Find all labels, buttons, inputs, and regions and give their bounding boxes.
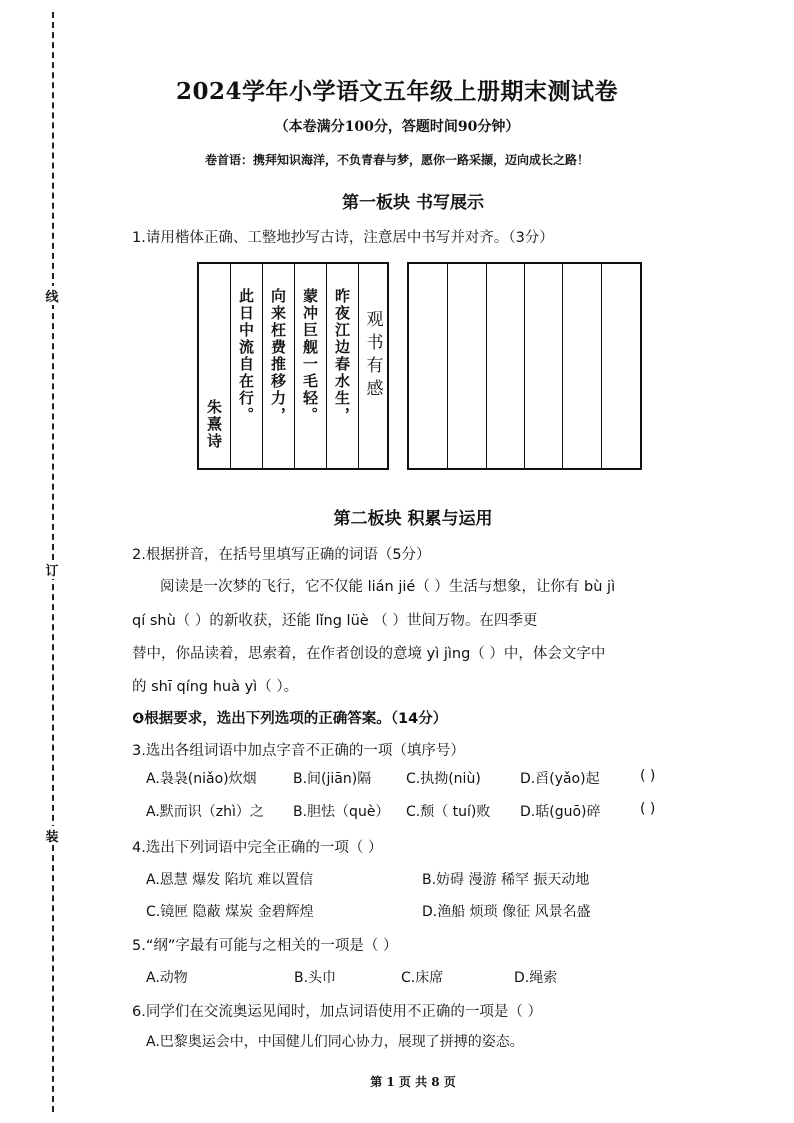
- q5-opt-c: C.床席: [401, 970, 444, 986]
- choice-section-heading: ❹根据要求，选出下列选项的正确答案。（14分）: [132, 711, 448, 727]
- q3-row2-answer-blank[interactable]: ( ): [640, 801, 656, 817]
- question-3: 3.选出各组词语中加点字音不正确的一项（填序号）: [132, 743, 465, 759]
- q3-row2-opt-b: B.胆怯（què）: [293, 804, 390, 820]
- q3-row1-opt-d: D.舀(yǎo)起: [520, 771, 600, 787]
- question-2-line-3: 替中，你品读着，思索着，在作者创设的意境 yì jìng（ ）中，体会文字中: [132, 646, 606, 662]
- section-heading-2: 第二板块 积累与运用: [333, 509, 493, 529]
- binding-char-zhuang: 装: [43, 826, 61, 845]
- poem-grid: [197, 262, 389, 470]
- question-2-line-2: qí shù（ ）的新收获，还能 lǐng lüè （ ）世间万物。在四季更: [132, 613, 538, 629]
- poem-title: 观书有感: [362, 310, 383, 402]
- question-1: 1.请用楷体正确、工整地抄写古诗，注意居中书写并对齐。（3分）: [132, 230, 554, 246]
- writing-column-divider: [601, 264, 602, 468]
- poem-line-column: [231, 264, 263, 468]
- page-number: 第 1 页 共 8 页: [370, 1075, 456, 1089]
- q6-opt-a: A.巴黎奥运会中，中国健儿们同心协力，展现了拼搏的姿态。: [146, 1034, 524, 1050]
- question-5: 5.“纲”字最有可能与之相关的一项是（ ）: [132, 938, 398, 954]
- writing-grid[interactable]: [407, 262, 642, 470]
- exam-title: 2024学年小学语文五年级上册期末测试卷: [175, 78, 618, 105]
- q3-row1-opt-c: C.执拗(niù): [406, 771, 481, 787]
- q4-opt-b: B.妨碍 漫游 稀罕 振天动地: [422, 872, 590, 888]
- q4-opt-d: D.渔船 烦琐 像征 风景名盛: [422, 904, 591, 920]
- q3-row2-opt-d: D.聒(guō)碎: [520, 804, 601, 820]
- q5-opt-d: D.绳索: [514, 970, 558, 986]
- poem-line-column: [295, 264, 327, 468]
- binding-char-xian: 线: [43, 286, 61, 305]
- exam-subtitle: （本卷满分100分，答题时间90分钟）: [274, 119, 520, 135]
- q5-opt-b: B.头巾: [294, 970, 337, 986]
- writing-column-divider: [486, 264, 487, 468]
- writing-column-divider: [447, 264, 448, 468]
- q3-row1-opt-a: A.袅袅(niǎo)炊烟: [146, 771, 257, 787]
- poem-line-column: [327, 264, 359, 468]
- poem-line-2: 蒙冲巨舰一毛轻。: [301, 288, 319, 424]
- exam-motto: 卷首语：携拜知识海洋，不负青春与梦，愿你一路采撷，迈向成长之路！: [204, 153, 589, 167]
- question-2: 2.根据拼音，在括号里填写正确的词语（5分）: [132, 547, 431, 563]
- poem-author-column: [199, 264, 231, 468]
- question-2-line-1: 阅读是一次梦的飞行，它不仅能 lián jié（ ）生活与想象，让你有 bù jì: [160, 579, 616, 595]
- poem-line-1: 昨夜江边春水生，: [333, 288, 351, 424]
- poem-title-column: [359, 264, 387, 468]
- section-heading-1: 第一板块 书写展示: [342, 193, 484, 213]
- poem-line-column: [263, 264, 295, 468]
- poem-line-4: 此日中流自在行。: [237, 288, 255, 424]
- question-2-line-4: 的 shī qíng huà yì（ ）。: [132, 679, 299, 695]
- q3-row1-opt-b: B.间(jiān)隔: [293, 771, 372, 787]
- poem-author: 朱熹诗: [205, 399, 223, 450]
- q5-opt-a: A.动物: [146, 970, 188, 986]
- q4-opt-c: C.镜匣 隐蔽 煤炭 金碧辉煌: [146, 904, 314, 920]
- poem-line-3: 向来枉费推移力，: [269, 288, 287, 424]
- binding-char-ding: 订: [43, 560, 61, 579]
- q3-row2-opt-a: A.默而识（zhì）之: [146, 804, 264, 820]
- question-4: 4.选出下列词语中完全正确的一项（ ）: [132, 840, 383, 856]
- q4-opt-a: A.恩慧 爆发 陷坑 难以置信: [146, 872, 314, 888]
- writing-column-divider: [562, 264, 563, 468]
- q3-row2-opt-c: C.颓（ tuí)败: [406, 804, 491, 820]
- writing-column-divider: [524, 264, 525, 468]
- q3-row1-answer-blank[interactable]: ( ): [640, 768, 656, 784]
- question-6: 6.同学们在交流奥运见闻时，加点词语使用不正确的一项是（ ）: [132, 1004, 542, 1020]
